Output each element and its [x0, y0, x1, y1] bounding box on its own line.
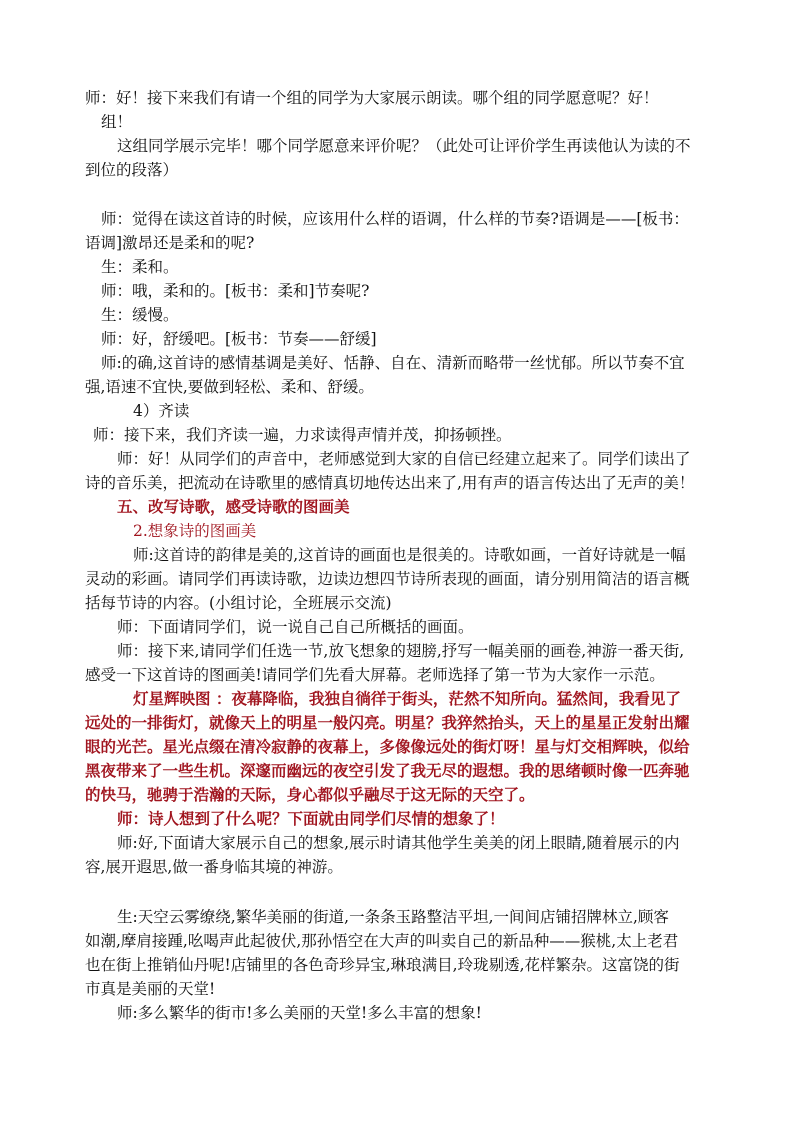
text-line: 感受一下这首诗的图画美!请同学们先看大屏幕。老师选择了第一节为大家作一示范。: [85, 666, 665, 684]
text-line: 市真是美丽的天堂!: [85, 980, 216, 998]
text-line: 生:天空云雾缭绕,繁华美丽的街道,一条条玉路整洁平坦,一间间店铺招牌林立,顾客: [117, 908, 669, 926]
text-line: 师：接下来,请同学们任选一节,放飞想象的翅膀,抒写一幅美丽的画卷,神游一番天街,: [117, 642, 685, 660]
text-line: 生：柔和。: [101, 258, 179, 276]
text-line: 如潮,摩肩接踵,吆喝声此起彼伏,那孙悟空在大声的叫卖自己的新品种——猴桃,太上老君: [85, 932, 679, 950]
text-line: 师：哦，柔和的。[板书：柔和]节奏呢?: [101, 282, 370, 300]
text-line: 师：觉得在读这首诗的时候，应该用什么样的语调，什么样的节奏?语调是——[板书：: [101, 210, 689, 228]
example-text-line: 黑夜带来了一些生机。深邃而幽远的夜空引发了我无尽的遐想。我的思绪顿时像一匹奔驰: [85, 761, 690, 780]
text-line: 师：下面请同学们，说一说自己自己所概括的画面。: [117, 618, 474, 636]
text-line: 括每节诗的内容。(小组讨论，全班展示交流): [85, 594, 392, 612]
text-line: 师:多么繁华的街市!多么美丽的天堂!多么丰富的想象!: [117, 1004, 482, 1022]
text-line: 这组同学展示完毕！哪个同学愿意来评价呢？（此处可让评价学生再读他认为读的不: [117, 137, 691, 155]
text-line: 生：缓慢。: [101, 306, 179, 324]
text-line: 师:的确,这首诗的感情基调是美好、恬静、自在、清新而略带一丝忧郁。所以节奏不宜: [101, 354, 685, 372]
subsection-heading: 2.想象诗的图画美: [133, 522, 257, 540]
text-line: 师：接下来，我们齐读一遍，力求读得声情并茂，抑扬顿挫。: [93, 426, 512, 444]
text-line: 师：好，舒缓吧。[板书：节奏——舒缓]: [101, 330, 377, 348]
example-text-line: 的快马，驰骋于浩瀚的天际，身心都似乎融尽于这无际的天空了。: [85, 785, 535, 804]
text-line: 容,展开遐思,做一番身临其境的神游。: [85, 858, 343, 876]
example-text-line: 眼的光芒。星光点缀在清冷寂静的夜幕上，多像像远处的街灯呀！星与灯交相辉映，似给: [85, 737, 690, 756]
text-line: 语调]激昂还是柔和的呢?: [85, 234, 255, 252]
example-text-line: 师：诗人想到了什么呢？下面就由同学们尽情的想象了！: [117, 809, 505, 828]
text-line: 强,语速不宜快,要做到轻松、柔和、舒缓。: [85, 378, 374, 396]
text-line: 到位的段落）: [85, 161, 179, 179]
text-line: 4）齐读: [133, 402, 190, 420]
text-line: 师：好！从同学们的声音中，老师感觉到大家的自信已经建立起来了。同学们读出了: [117, 450, 691, 468]
text-line: 诗的音乐美，把流动在诗歌里的感情真切地传达出来了,用有声的语言传达出了无声的美！: [85, 474, 695, 492]
text-line: 也在街上推销仙丹呢!店铺里的各色奇珍异宝,琳琅满目,玲珑剔透,花样繁杂。这富饶的街: [85, 956, 680, 974]
section-heading: 五、改写诗歌，感受诗歌的图画美: [117, 497, 350, 516]
example-text-line: 远处的一排街灯，就像天上的明星一般闪亮。明星？我猝然抬头，天上的星星正发射出耀: [85, 713, 690, 732]
text-line: 灵动的彩画。请同学们再读诗歌，边读边想四节诗所表现的画面，请分别用简洁的语言概: [85, 570, 690, 588]
example-text-line: 灯星辉映图 ：夜幕降临，我独自徜徉于街头，茫然不知所向。猛然间，我看见了: [133, 689, 681, 708]
text-line: 师：好！接下来我们有请一个组的同学为大家展示朗读。哪个组的同学愿意呢？好！: [85, 89, 659, 107]
text-line: 师:好,下面请大家展示自己的想象,展示时请其他学生美美的闭上眼睛,随着展示的内: [117, 834, 680, 852]
text-line: 师:这首诗的韵律是美的,这首诗的画面也是很美的。诗歌如画，一首好诗就是一幅: [133, 546, 686, 564]
text-line: 组！: [101, 113, 133, 131]
